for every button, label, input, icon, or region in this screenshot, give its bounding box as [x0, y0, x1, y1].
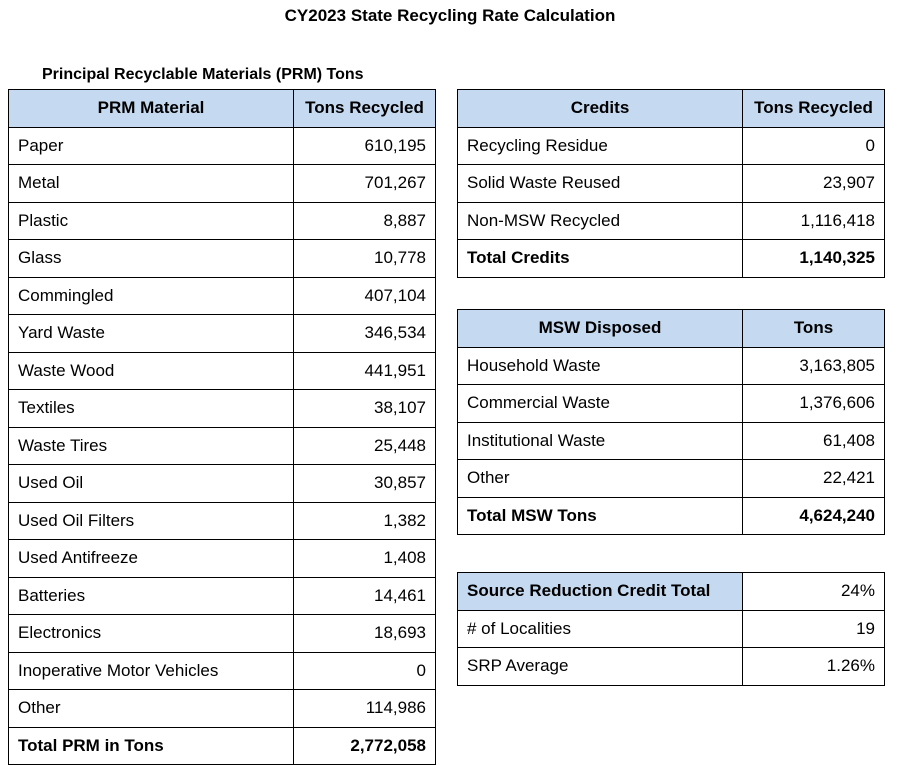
table-row [458, 422, 885, 460]
table-row [9, 352, 436, 390]
row-value: 61,408 [743, 422, 885, 460]
table-row [458, 127, 885, 165]
table-row [9, 127, 436, 165]
table-row [9, 502, 436, 540]
row-label: Other [9, 690, 294, 728]
row-value: 407,104 [294, 277, 436, 315]
row-value: 0 [294, 652, 436, 690]
row-value: 0 [743, 127, 885, 165]
page-title: CY2023 State Recycling Rate Calculation [284, 6, 616, 25]
row-label: Total MSW Tons [458, 497, 743, 535]
row-value: 346,534 [294, 315, 436, 353]
table-row [458, 385, 885, 423]
row-value: 114,986 [294, 690, 436, 728]
row-value: 23,907 [743, 165, 885, 203]
row-label: Total PRM in Tons [9, 727, 294, 765]
row-label: Other [458, 460, 743, 498]
row-label: # of Localities [458, 610, 743, 648]
row-value: 701,267 [294, 165, 436, 203]
row-label: Plastic [9, 202, 294, 240]
row-value: 3,163,805 [743, 347, 885, 385]
row-label: Used Oil Filters [9, 502, 294, 540]
table-row [9, 390, 436, 428]
table-row [9, 652, 436, 690]
column-header: Tons [743, 310, 885, 348]
table-row [9, 202, 436, 240]
row-label: Inoperative Motor Vehicles [9, 652, 294, 690]
row-label: Used Oil [9, 465, 294, 503]
prm-table [8, 89, 436, 765]
row-value: 14,461 [294, 577, 436, 615]
credits-body [458, 127, 885, 277]
row-label: Paper [9, 127, 294, 165]
column-header: Tons Recycled [294, 90, 436, 128]
total-row [9, 727, 436, 765]
prm-subtitle: Principal Recyclable Materials (PRM) Tons [42, 66, 364, 83]
row-label: Metal [9, 165, 294, 203]
row-value: 38,107 [294, 390, 436, 428]
table-row [9, 427, 436, 465]
table-row [9, 577, 436, 615]
row-label: Batteries [9, 577, 294, 615]
table-row [9, 315, 436, 353]
row-label: Solid Waste Reused [458, 165, 743, 203]
table-row [9, 240, 436, 278]
row-value: 1,376,606 [743, 385, 885, 423]
table-row [458, 573, 885, 611]
row-value: 2,772,058 [294, 727, 436, 765]
row-value: 18,693 [294, 615, 436, 653]
table-header-row [458, 90, 885, 128]
table-row [9, 615, 436, 653]
table-row [9, 165, 436, 203]
table-row [458, 610, 885, 648]
row-label: Institutional Waste [458, 422, 743, 460]
row-label: Glass [9, 240, 294, 278]
row-label: Recycling Residue [458, 127, 743, 165]
row-label: Waste Wood [9, 352, 294, 390]
row-label: Electronics [9, 615, 294, 653]
row-value: 10,778 [294, 240, 436, 278]
table-row [9, 465, 436, 503]
row-label: Non-MSW Recycled [458, 202, 743, 240]
row-label: SRP Average [458, 648, 743, 686]
table-row [9, 277, 436, 315]
table-row [458, 460, 885, 498]
column-header: PRM Material [9, 90, 294, 128]
source-reduction-body [458, 573, 885, 686]
row-value: 1,140,325 [743, 240, 885, 278]
column-header: Tons Recycled [743, 90, 885, 128]
table-row [458, 202, 885, 240]
row-label: Household Waste [458, 347, 743, 385]
row-value: 1,382 [294, 502, 436, 540]
prm-body [9, 127, 436, 765]
row-label: Commercial Waste [458, 385, 743, 423]
table-row [458, 347, 885, 385]
row-value: 25,448 [294, 427, 436, 465]
table-header-row [9, 90, 436, 128]
row-value: 1,116,418 [743, 202, 885, 240]
source-reduction-table [457, 572, 885, 686]
row-value: 1,408 [294, 540, 436, 578]
row-value: 8,887 [294, 202, 436, 240]
row-value: 22,421 [743, 460, 885, 498]
total-row [458, 240, 885, 278]
row-value: 441,951 [294, 352, 436, 390]
row-label: Total Credits [458, 240, 743, 278]
row-value: 19 [743, 610, 885, 648]
table-row [458, 165, 885, 203]
msw-body [458, 347, 885, 535]
table-header-row [458, 310, 885, 348]
row-label: Waste Tires [9, 427, 294, 465]
row-label: Source Reduction Credit Total [458, 573, 743, 611]
row-label: Textiles [9, 390, 294, 428]
column-header: MSW Disposed [458, 310, 743, 348]
row-label: Used Antifreeze [9, 540, 294, 578]
table-row [9, 540, 436, 578]
total-row [458, 497, 885, 535]
credits-table [457, 89, 885, 278]
table-row [458, 648, 885, 686]
row-value: 30,857 [294, 465, 436, 503]
row-value: 610,195 [294, 127, 436, 165]
row-value: 1.26% [743, 648, 885, 686]
row-value: 4,624,240 [743, 497, 885, 535]
column-header: Credits [458, 90, 743, 128]
msw-table [457, 309, 885, 535]
table-row [9, 690, 436, 728]
row-value: 24% [743, 573, 885, 611]
row-label: Commingled [9, 277, 294, 315]
row-label: Yard Waste [9, 315, 294, 353]
